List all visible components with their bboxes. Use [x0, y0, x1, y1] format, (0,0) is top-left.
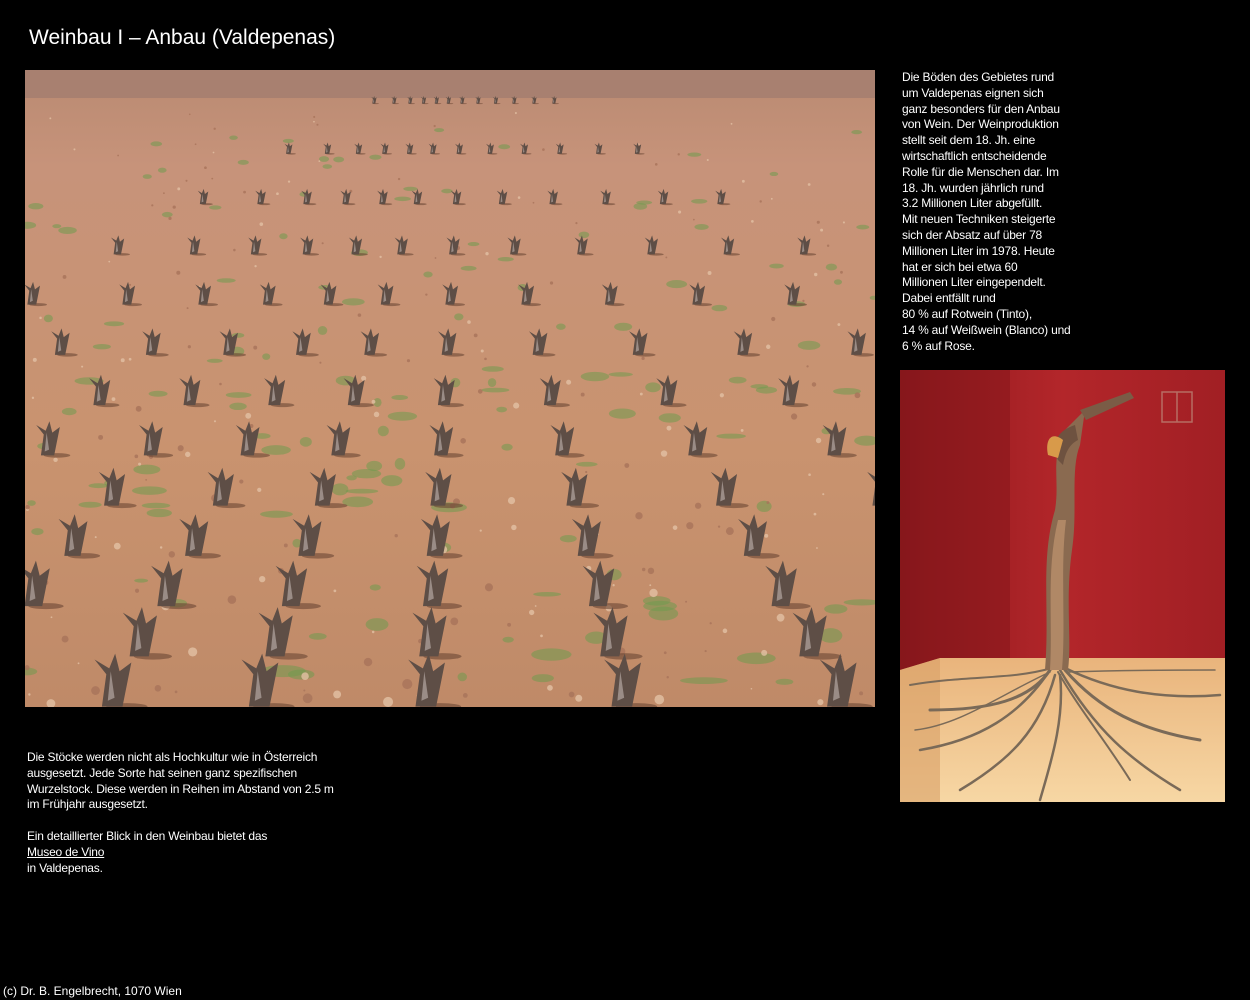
vine-root-photo [900, 370, 1225, 802]
side-text-line: 80 % auf Rotwein (Tinto), [902, 306, 1032, 321]
side-text-line: stellt seit dem 18. Jh. eine [902, 133, 1036, 148]
museum-link-line [27, 845, 367, 861]
side-text-line: Dabei entfällt rund [902, 291, 996, 306]
vine-root-image [900, 370, 1225, 802]
caption-line: ausgesetzt. Jede Sorte hat seinen ganz spezifischen [27, 765, 297, 780]
caption-line: Die Stöcke werden nicht als Hochkultur wie in Österreich [27, 750, 318, 764]
page-title: Weinbau I – Anbau (Valdepenas) [29, 26, 336, 49]
side-text-line: ganz besonders für den Anbau [902, 101, 1060, 116]
side-description [902, 70, 1092, 354]
side-text-line: 14 % auf Weißwein (Blanco) und [902, 322, 1071, 337]
caption-line: Wurzelstock. Diese werden in Reihen im Abstand von 2.5 m [27, 781, 334, 796]
caption-line: im Frühjahr ausgesetzt. [27, 797, 148, 812]
museum-outro: in Valdepenas. [27, 860, 103, 875]
museum-link[interactable]: Museo de Vino [27, 844, 105, 859]
side-text-line: sich der Absatz auf über 78 [902, 227, 1043, 242]
vineyard-caption [27, 750, 367, 876]
side-text-line: hat er sich bei etwa 60 [902, 259, 1018, 274]
side-text-line: wirtschaftlich entscheidende [902, 148, 1047, 163]
side-text-line: Die Böden des Gebietes rund [902, 70, 1055, 84]
side-text-line: von Wein. Der Weinproduktion [902, 117, 1059, 132]
museum-intro: Ein detaillierter Blick in den Weinbau bietet das [27, 828, 268, 843]
copyright-footer: (c) Dr. B. Engelbrecht, 1070 Wien [3, 984, 182, 998]
side-text-line: Rolle für die Menschen dar. Im [902, 164, 1059, 179]
paragraph-gap [27, 813, 367, 829]
vineyard-image [25, 70, 875, 707]
vineyard-photo [25, 70, 875, 707]
side-text-line: Mit neuen Techniken steigerte [902, 212, 1056, 227]
side-text-line: 18. Jh. wurden jährlich rund [902, 180, 1044, 195]
side-text-line: um Valdepenas eignen sich [902, 85, 1044, 100]
side-text-line: Millionen Liter im 1978. Heute [902, 243, 1055, 258]
side-text-line: 3.2 Millionen Liter abgefüllt. [902, 196, 1043, 211]
side-text-line: 6 % auf Rose. [902, 338, 975, 353]
side-text-line: Millionen Liter eingependelt. [902, 275, 1046, 290]
